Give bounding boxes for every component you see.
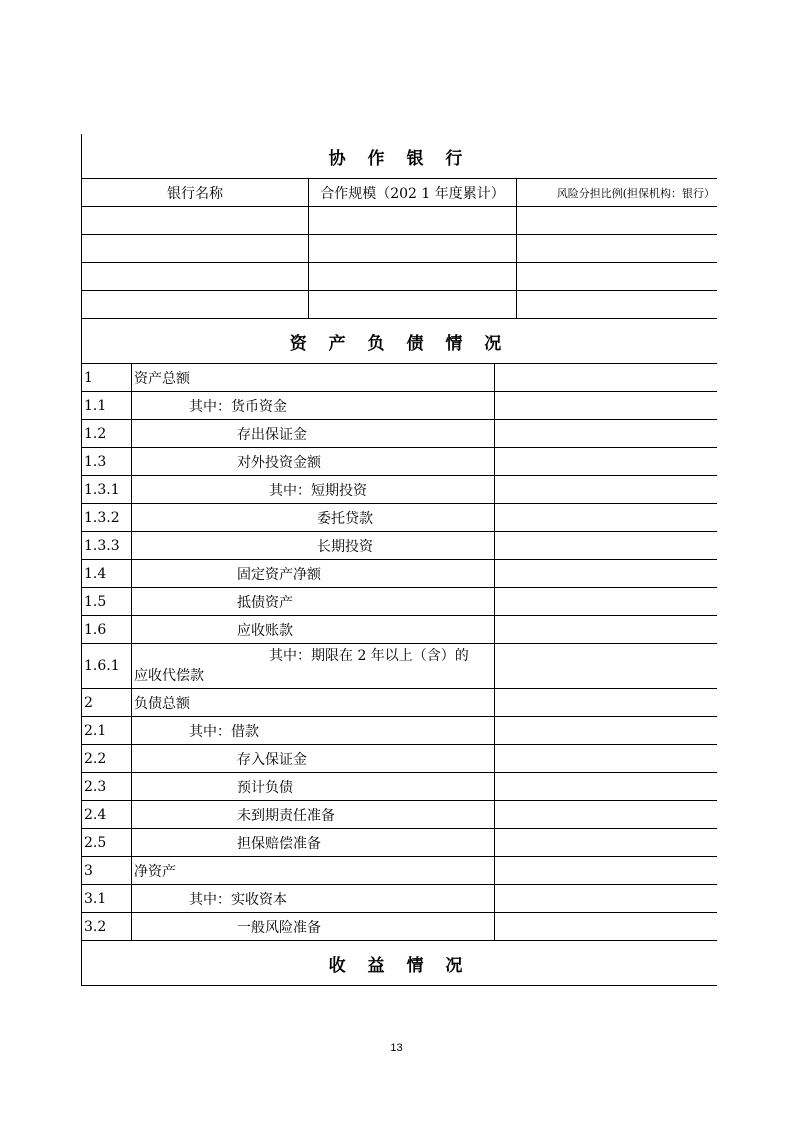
- value-cell[interactable]: [495, 689, 717, 716]
- bank-name-cell[interactable]: [82, 235, 309, 262]
- row-number: 2.3: [82, 773, 132, 800]
- value-cell[interactable]: [495, 504, 717, 531]
- value-cell[interactable]: [495, 392, 717, 419]
- table-row: [82, 448, 717, 476]
- table-row: [82, 801, 717, 829]
- risk-sharing-ratio-cell[interactable]: [517, 235, 717, 262]
- row-number: 1.3: [82, 448, 132, 475]
- page-number: 13: [390, 1042, 403, 1054]
- row-number: 1.3.1: [82, 476, 132, 503]
- row-number: 2: [82, 689, 132, 716]
- table-row: [82, 616, 717, 644]
- row-label: 资产总额: [132, 364, 495, 391]
- row-label: 对外投资金额: [132, 448, 495, 475]
- row-label: 委托贷款: [132, 504, 495, 531]
- row-label: 其中：短期投资: [132, 476, 495, 503]
- table-row: [82, 773, 717, 801]
- row-label: 净资产: [132, 857, 495, 884]
- row-label-line2: 应收代偿款: [134, 668, 204, 684]
- risk-sharing-ratio-cell[interactable]: [517, 291, 717, 318]
- bank-name-header: 银行名称: [82, 179, 309, 206]
- bank-table-header: [82, 179, 717, 207]
- table-row: [82, 689, 717, 717]
- table-row: [82, 560, 717, 588]
- value-cell[interactable]: [495, 364, 717, 391]
- cooperation-scale-cell[interactable]: [309, 207, 517, 234]
- value-cell[interactable]: [495, 829, 717, 856]
- row-label: 担保赔偿准备: [132, 829, 495, 856]
- row-label: 未到期责任准备: [132, 801, 495, 828]
- table-row: [82, 392, 717, 420]
- row-number: 1.2: [82, 420, 132, 447]
- value-cell[interactable]: [495, 644, 717, 688]
- row-number: 2.1: [82, 717, 132, 744]
- assets-liabilities-title: 资 产 负 债 情 况: [82, 319, 717, 364]
- income-title: 收 益 情 况: [82, 941, 717, 986]
- bank-row: [82, 263, 717, 291]
- table-row: [82, 913, 717, 941]
- risk-sharing-ratio-cell[interactable]: [517, 263, 717, 290]
- value-cell[interactable]: [495, 885, 717, 912]
- bank-row: [82, 291, 717, 319]
- table-row: [82, 745, 717, 773]
- row-number: 1.3.2: [82, 504, 132, 531]
- table-row: [82, 588, 717, 616]
- row-number: 1: [82, 364, 132, 391]
- row-label: 一般风险准备: [132, 913, 495, 940]
- value-cell[interactable]: [495, 560, 717, 587]
- row-label: 其中：货币资金: [132, 392, 495, 419]
- bank-name-cell[interactable]: [82, 263, 309, 290]
- row-number: 2.2: [82, 745, 132, 772]
- bank-row: [82, 207, 717, 235]
- row-number: 3: [82, 857, 132, 884]
- table-row: [82, 504, 717, 532]
- row-label: 预计负债: [132, 773, 495, 800]
- cooperation-banks-title: 协 作 银 行: [82, 134, 717, 179]
- row-label: 应收账款: [132, 616, 495, 643]
- row-number: 1.1: [82, 392, 132, 419]
- row-label: 其中：借款: [132, 717, 495, 744]
- row-label-line1: 其中：期限在 2 年以上（含）的: [269, 648, 469, 664]
- table-row: [82, 829, 717, 857]
- row-label: 固定资产净额: [132, 560, 495, 587]
- risk-sharing-ratio-header: 风险分担比例(担保机构：银行）: [556, 186, 715, 200]
- row-number: 3.2: [82, 913, 132, 940]
- value-cell[interactable]: [495, 532, 717, 559]
- row-number: 1.6: [82, 616, 132, 643]
- row-label: 其中：实收资本: [132, 885, 495, 912]
- row-number: 3.1: [82, 885, 132, 912]
- row-number: 1.3.3: [82, 532, 132, 559]
- cooperation-scale-header: 合作规模（202 1 年度累计）: [309, 179, 517, 206]
- table-row: [82, 420, 717, 448]
- row-label: 抵债资产: [132, 588, 495, 615]
- table-row: [82, 717, 717, 745]
- table-row: [82, 476, 717, 504]
- bank-name-cell[interactable]: [82, 291, 309, 318]
- value-cell[interactable]: [495, 801, 717, 828]
- value-cell[interactable]: [495, 588, 717, 615]
- bank-row: [82, 235, 717, 263]
- table-row: [82, 532, 717, 560]
- row-label: [132, 644, 495, 688]
- value-cell[interactable]: [495, 616, 717, 643]
- row-number: 1.4: [82, 560, 132, 587]
- row-label: 长期投资: [132, 532, 495, 559]
- value-cell[interactable]: [495, 773, 717, 800]
- cooperation-scale-cell[interactable]: [309, 235, 517, 262]
- value-cell[interactable]: [495, 745, 717, 772]
- table-row: [82, 364, 717, 392]
- cooperation-scale-cell[interactable]: [309, 291, 517, 318]
- value-cell[interactable]: [495, 420, 717, 447]
- value-cell[interactable]: [495, 857, 717, 884]
- bank-name-cell[interactable]: [82, 207, 309, 234]
- row-number: 1.5: [82, 588, 132, 615]
- row-number: 1.6.1: [82, 644, 132, 688]
- value-cell[interactable]: [495, 717, 717, 744]
- value-cell[interactable]: [495, 913, 717, 940]
- risk-sharing-ratio-cell[interactable]: [517, 207, 717, 234]
- row-number: 2.5: [82, 829, 132, 856]
- row-label: 存出保证金: [132, 420, 495, 447]
- row-label: 负债总额: [132, 689, 495, 716]
- value-cell[interactable]: [495, 448, 717, 475]
- table-row: [82, 644, 717, 689]
- table-row: [82, 885, 717, 913]
- row-number: 2.4: [82, 801, 132, 828]
- value-cell[interactable]: [495, 476, 717, 503]
- row-label: 存入保证金: [132, 745, 495, 772]
- table-row: [82, 857, 717, 885]
- form-table: [81, 134, 717, 986]
- cooperation-scale-cell[interactable]: [309, 263, 517, 290]
